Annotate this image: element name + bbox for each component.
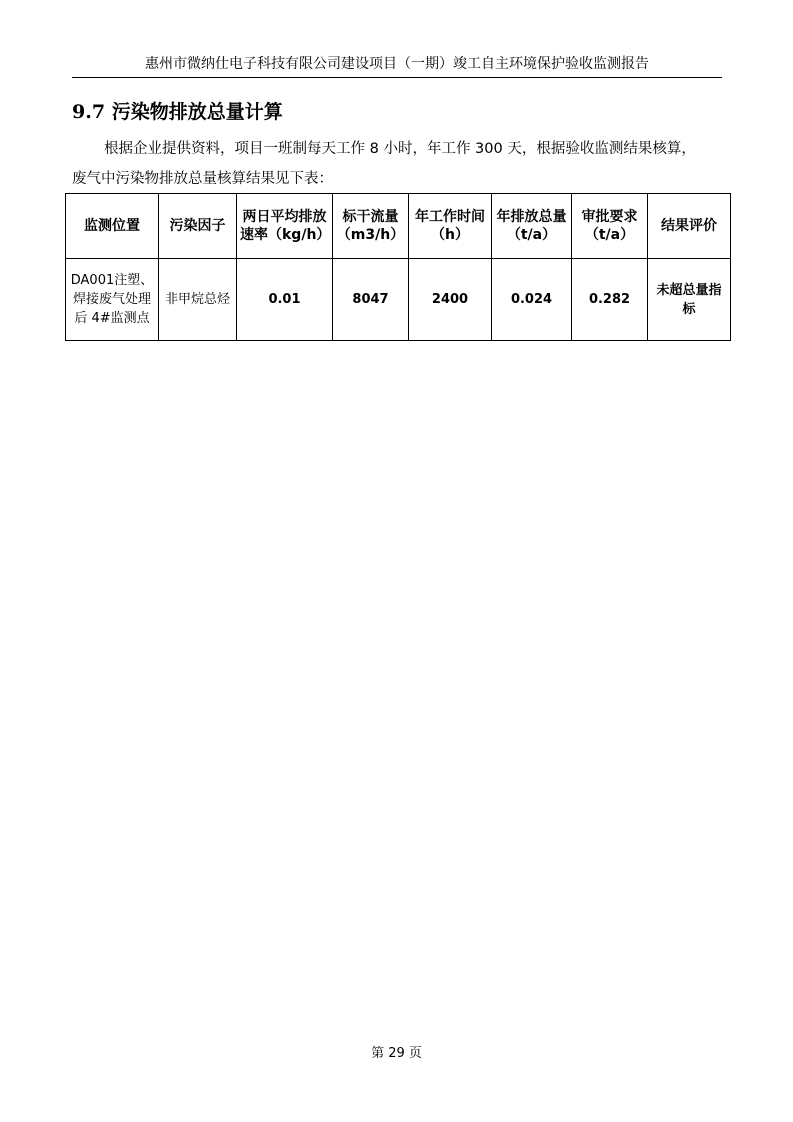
paragraph-2: 废气中污染物排放总量核算结果见下表： — [72, 171, 333, 187]
page-number: 第 29 页 — [371, 1046, 422, 1061]
cell-hours: 2400 — [409, 259, 492, 341]
table-header-row — [66, 194, 731, 259]
report-header: 惠州市微纳仕电子科技有限公司建设项目（一期）竣工自主环境保护验收监测报告 — [145, 56, 649, 72]
cell-factor: 非甲烷总烃 — [159, 259, 237, 341]
header-flow: 标干流量（m3/h） — [333, 194, 409, 259]
cell-location: DA001注塑、焊接废气处理后 4#监测点 — [66, 259, 159, 341]
section-number: 9.7 — [72, 101, 106, 123]
cell-approval: 0.282 — [572, 259, 648, 341]
header-evaluation: 结果评价 — [648, 194, 731, 259]
header-location: 监测位置 — [66, 194, 159, 259]
header-factor: 污染因子 — [159, 194, 237, 259]
table-row — [66, 259, 731, 341]
cell-rate: 0.01 — [237, 259, 333, 341]
header-hours: 年工作时间（h） — [409, 194, 492, 259]
emission-total-table — [65, 193, 731, 341]
cell-flow: 8047 — [333, 259, 409, 341]
header-approval: 审批要求（t/a） — [572, 194, 648, 259]
section-heading — [72, 97, 283, 124]
header-divider — [72, 77, 722, 78]
cell-evaluation: 未超总量指标 — [648, 259, 731, 341]
header-rate: 两日平均排放速率（kg/h） — [237, 194, 333, 259]
header-annual-total: 年排放总量（t/a） — [492, 194, 572, 259]
paragraph-1: 根据企业提供资料，项目一班制每天工作 8 小时，年工作 300 天，根据验收监测结果核算， — [104, 141, 696, 157]
cell-annual-total: 0.024 — [492, 259, 572, 341]
section-title: 污染物排放总量计算 — [111, 101, 283, 123]
